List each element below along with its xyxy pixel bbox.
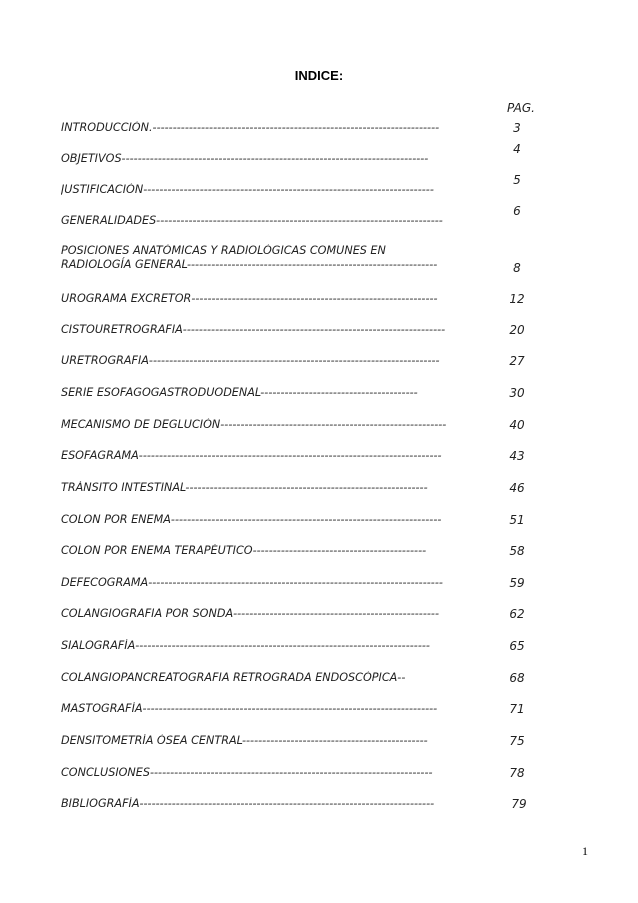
- toc-page-number: 27: [509, 354, 525, 368]
- page-title: INDICE:: [294, 68, 344, 83]
- toc-entry-justificacion: JUSTIFICACIÓN------------------------------------------------------------------------: [61, 183, 434, 196]
- toc-entry-generalidades: GENERALIDADES-----------------------------------------------------------------------: [61, 214, 443, 227]
- toc-page-number: 3: [513, 121, 521, 135]
- page-footer-number: 1: [582, 844, 588, 858]
- toc-entry-objetivos: OBJETIVOS----------------------------------------------------------------------------: [61, 152, 429, 165]
- toc-page-number: 65: [509, 639, 525, 653]
- toc-entry-colangiografia: COLANGIOGRAFIA POR SONDA---------------------------------------------------: [61, 607, 439, 620]
- toc-page-number: 20: [509, 323, 525, 337]
- toc-page-number: 6: [513, 204, 521, 218]
- toc-entry-cpre: COLANGIOPANCREATOGRAFIA RETROGRADA ENDOSCÓPICA--: [61, 671, 406, 684]
- toc-page-number: 5: [513, 173, 521, 187]
- toc-entry-uretrografia: URETROGRAFIA------------------------------------------------------------------------: [61, 354, 440, 367]
- toc-entry-defecograma: DEFECOGRAMA-------------------------------------------------------------------------: [61, 576, 443, 589]
- page-column-header: PAG.: [507, 101, 535, 115]
- toc-entry-transito: TRÁNSITO INTESTINAL------------------------------------------------------------: [61, 481, 428, 494]
- toc-page-number: 71: [509, 702, 525, 716]
- toc-entry-conclusiones: CONCLUSIONES----------------------------------------------------------------------: [61, 766, 433, 779]
- toc-page-number: 40: [509, 418, 525, 432]
- toc-entry-posiciones: POSICIONES ANATÓMICAS Y RADIOLÓGICAS COMUNES EN RADIOLOGÍA GENERAL--------------------------------------------------------------: [61, 244, 438, 271]
- toc-entry-bibliografia: BIBLIOGRAFÍA-------------------------------------------------------------------------: [61, 797, 435, 810]
- toc-entry-introduccion: INTRODUCCIÓN.-----------------------------------------------------------------------: [61, 121, 440, 134]
- toc-entry-esofagrama: ESOFAGRAMA---------------------------------------------------------------------------: [61, 449, 442, 462]
- toc-page-number: 62: [509, 607, 525, 621]
- toc-entry-colon-terapeutico: COLON POR ENEMA TERAPÉUTICO-------------------------------------------: [61, 544, 427, 557]
- toc-page-number: 4: [513, 142, 521, 156]
- toc-entry-serie-esofago: SERIE ESOFAGOGASTRODUODENAL---------------------------------------: [61, 386, 418, 399]
- toc-page-number: 68: [509, 671, 525, 685]
- toc-page-number: 59: [509, 576, 525, 590]
- toc-entry-densitometria: DENSITOMETRÍA ÓSEA CENTRAL----------------------------------------------: [61, 734, 428, 747]
- toc-page-number: 51: [509, 513, 525, 527]
- toc-page-number: 79: [511, 797, 527, 811]
- toc-entry-deglucion: MECANISMO DE DEGLUCIÓN--------------------------------------------------------: [61, 418, 447, 431]
- toc-page-number: 46: [509, 481, 525, 495]
- toc-entry-cistouretrografia: CISTOURETROGRAFIA-----------------------------------------------------------------: [61, 323, 446, 336]
- toc-page-number: 58: [509, 544, 525, 558]
- toc-page-number: 75: [509, 734, 525, 748]
- toc-page-number: 12: [509, 292, 525, 306]
- toc-page-number: 78: [509, 766, 525, 780]
- toc-entry-urograma: UROGRAMA EXCRETOR-------------------------------------------------------------: [61, 292, 438, 305]
- toc-entry-mastografia: MASTOGRAFÍA-------------------------------------------------------------------------: [61, 702, 438, 715]
- toc-page-number: 30: [509, 386, 525, 400]
- toc-page-number: 43: [509, 449, 525, 463]
- toc-page-number: 8: [513, 261, 521, 275]
- toc-entry-sialografia: SIALOGRAFÍA-------------------------------------------------------------------------: [61, 639, 430, 652]
- toc-entry-colon-enema: COLON POR ENEMA-------------------------------------------------------------------: [61, 513, 442, 526]
